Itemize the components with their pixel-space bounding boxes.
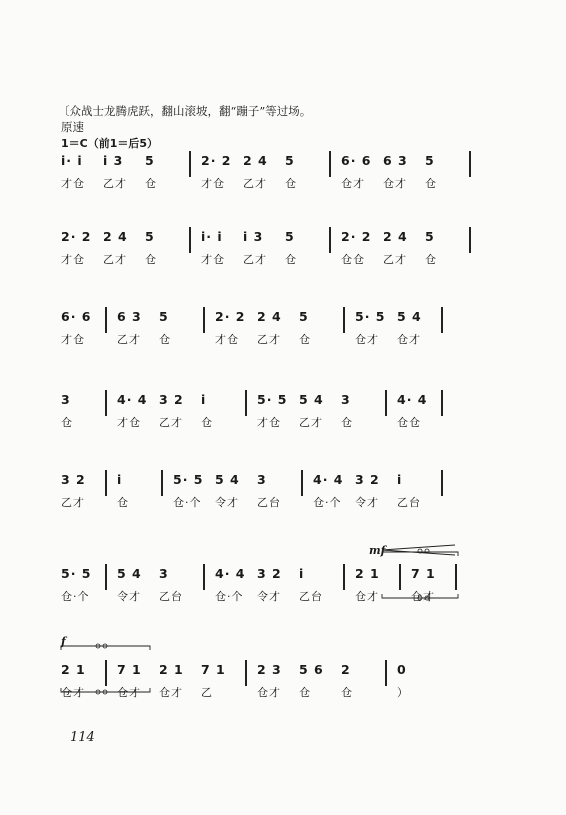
percussion-syllables: 仓才 bbox=[341, 177, 365, 190]
note-numbers: 5· 5 bbox=[257, 392, 288, 407]
note-numbers: 2 4 bbox=[257, 309, 282, 324]
barline bbox=[161, 470, 163, 496]
percussion-syllables: 仓才 bbox=[257, 686, 281, 699]
score-row bbox=[0, 229, 566, 275]
barline bbox=[245, 390, 247, 416]
note-numbers: 2 4 bbox=[103, 229, 128, 244]
percussion-syllables: 令才 bbox=[117, 590, 141, 603]
percussion-syllables: 仓 bbox=[299, 686, 311, 699]
percussion-syllables: 乙才 bbox=[383, 253, 407, 266]
percussion-syllables: 乙才 bbox=[61, 496, 85, 509]
percussion-syllables: 乙才 bbox=[243, 177, 267, 190]
percussion-syllables: 仓仓 bbox=[397, 416, 421, 429]
tempo-marking: 原速 bbox=[61, 120, 84, 134]
barline bbox=[245, 660, 247, 686]
percussion-syllables: 仓 bbox=[145, 177, 157, 190]
percussion-syllables: 仓 bbox=[425, 253, 437, 266]
note-numbers: 3 bbox=[61, 392, 71, 407]
note-numbers: 5 bbox=[425, 229, 435, 244]
barline bbox=[469, 227, 471, 253]
percussion-syllables: 乙才 bbox=[243, 253, 267, 266]
percussion-syllables: 仓 bbox=[159, 333, 171, 346]
percussion-syllables: 仓 bbox=[425, 177, 437, 190]
note-numbers: 2· 2 bbox=[215, 309, 246, 324]
barline bbox=[385, 660, 387, 686]
note-numbers: 5 6 bbox=[299, 662, 324, 677]
percussion-syllables: 仓 bbox=[61, 416, 73, 429]
note-numbers: i· i bbox=[201, 229, 223, 244]
percussion-syllables: 才仓 bbox=[61, 333, 85, 346]
percussion-syllables: 仓 bbox=[285, 177, 297, 190]
percussion-syllables: 仓 bbox=[341, 686, 353, 699]
barline bbox=[105, 390, 107, 416]
barline bbox=[105, 307, 107, 333]
percussion-syllables: 仓 bbox=[117, 496, 129, 509]
percussion-syllables: 仓才 bbox=[117, 686, 141, 699]
percussion-syllables: 乙才 bbox=[103, 253, 127, 266]
note-numbers: 3 2 bbox=[355, 472, 380, 487]
percussion-syllables: 仓 bbox=[299, 333, 311, 346]
score-row bbox=[0, 392, 566, 438]
barline bbox=[343, 307, 345, 333]
note-numbers: 6· 6 bbox=[61, 309, 92, 324]
note-numbers: i bbox=[397, 472, 403, 487]
note-numbers: 2 3 bbox=[257, 662, 282, 677]
note-numbers: 5 bbox=[285, 153, 295, 168]
note-numbers: 4· 4 bbox=[397, 392, 428, 407]
percussion-syllables: 仓 bbox=[341, 416, 353, 429]
note-numbers: 5· 5 bbox=[61, 566, 92, 581]
note-numbers: 5 bbox=[285, 229, 295, 244]
barline bbox=[441, 390, 443, 416]
percussion-syllables: 令才 bbox=[355, 496, 379, 509]
note-numbers: 2 4 bbox=[383, 229, 408, 244]
barline bbox=[105, 660, 107, 686]
percussion-syllables: 仓才 bbox=[397, 333, 421, 346]
percussion-syllables: 仓才 bbox=[383, 177, 407, 190]
note-numbers: 6· 6 bbox=[341, 153, 372, 168]
note-numbers: 5 bbox=[159, 309, 169, 324]
percussion-syllables: 仓·个 bbox=[313, 496, 342, 509]
note-numbers: i bbox=[201, 392, 207, 407]
barline bbox=[203, 307, 205, 333]
stage-direction: 〔众战士龙腾虎跃，翻山滚坡，翻“蹦子”等过场。 bbox=[58, 104, 312, 118]
note-numbers: 2 1 bbox=[61, 662, 86, 677]
percussion-syllables: 仓才 bbox=[355, 590, 379, 603]
note-numbers: 7 1 bbox=[411, 566, 436, 581]
barline bbox=[441, 307, 443, 333]
percussion-syllables: 才仓 bbox=[257, 416, 281, 429]
crescendo-hairpin bbox=[382, 545, 455, 555]
percussion-syllables: 才仓 bbox=[201, 253, 225, 266]
percussion-syllables: 仓才 bbox=[159, 686, 183, 699]
percussion-syllables: ） bbox=[397, 686, 409, 699]
percussion-syllables: 仓 bbox=[145, 253, 157, 266]
note-numbers: 5 4 bbox=[299, 392, 324, 407]
note-numbers: 5 bbox=[425, 153, 435, 168]
percussion-syllables: 仓 bbox=[201, 416, 213, 429]
dynamic-mf: mf bbox=[369, 544, 386, 557]
note-numbers: 6 3 bbox=[383, 153, 408, 168]
percussion-syllables: 仓才 bbox=[355, 333, 379, 346]
note-numbers: i bbox=[117, 472, 123, 487]
note-numbers: 2 bbox=[341, 662, 351, 677]
note-numbers: 5· 5 bbox=[355, 309, 386, 324]
percussion-syllables: 仓才 bbox=[61, 686, 85, 699]
key-signature: 1＝C（前1＝后5） bbox=[61, 137, 159, 150]
barline bbox=[105, 470, 107, 496]
note-numbers: 5 4 bbox=[215, 472, 240, 487]
percussion-syllables: 令才 bbox=[257, 590, 281, 603]
page-number: 114 bbox=[70, 730, 95, 745]
percussion-syllables: 仓·个 bbox=[173, 496, 202, 509]
percussion-syllables: 令才 bbox=[215, 496, 239, 509]
slur-bracket-1 bbox=[382, 552, 458, 556]
note-numbers: 5 4 bbox=[117, 566, 142, 581]
percussion-syllables: 才仓 bbox=[61, 253, 85, 266]
note-numbers: 5 bbox=[145, 229, 155, 244]
note-numbers: 7 1 bbox=[117, 662, 142, 677]
score-row bbox=[0, 662, 566, 708]
percussion-syllables: 乙才 bbox=[117, 333, 141, 346]
barline bbox=[189, 151, 191, 177]
percussion-syllables: 仓仓 bbox=[341, 253, 365, 266]
barline bbox=[399, 564, 401, 590]
note-numbers: 2· 2 bbox=[341, 229, 372, 244]
note-numbers: 4· 4 bbox=[215, 566, 246, 581]
note-numbers: 3 2 bbox=[257, 566, 282, 581]
percussion-syllables: 乙台 bbox=[397, 496, 421, 509]
note-numbers: i bbox=[299, 566, 305, 581]
note-numbers: 2 1 bbox=[355, 566, 380, 581]
percussion-syllables: 仓 bbox=[285, 253, 297, 266]
percussion-syllables: 乙才 bbox=[103, 177, 127, 190]
barline bbox=[343, 564, 345, 590]
note-numbers: 2· 2 bbox=[61, 229, 92, 244]
note-numbers: 2 1 bbox=[159, 662, 184, 677]
note-numbers: i 3 bbox=[243, 229, 264, 244]
percussion-syllables: 才仓 bbox=[201, 177, 225, 190]
note-numbers: 3 2 bbox=[61, 472, 86, 487]
note-numbers: 5 bbox=[145, 153, 155, 168]
barline bbox=[189, 227, 191, 253]
slur-bracket-3 bbox=[61, 646, 150, 650]
percussion-syllables: 乙台 bbox=[159, 590, 183, 603]
note-numbers: 3 bbox=[159, 566, 169, 581]
percussion-syllables: 乙台 bbox=[257, 496, 281, 509]
note-numbers: 2 4 bbox=[243, 153, 268, 168]
note-numbers: 2· 2 bbox=[201, 153, 232, 168]
note-numbers: 3 bbox=[257, 472, 267, 487]
barline bbox=[385, 390, 387, 416]
barline bbox=[105, 564, 107, 590]
note-numbers: 6 3 bbox=[117, 309, 142, 324]
barline bbox=[329, 151, 331, 177]
score-row bbox=[0, 566, 566, 612]
barline bbox=[441, 470, 443, 496]
note-numbers: i 3 bbox=[103, 153, 124, 168]
percussion-syllables: 仓·个 bbox=[215, 590, 244, 603]
barline bbox=[455, 564, 457, 590]
percussion-syllables: 仓·个 bbox=[61, 590, 90, 603]
note-numbers: 5 bbox=[299, 309, 309, 324]
note-numbers: 5 4 bbox=[397, 309, 422, 324]
percussion-syllables: 才仓 bbox=[215, 333, 239, 346]
dynamic-f: f bbox=[61, 635, 66, 648]
barline bbox=[469, 151, 471, 177]
score-row bbox=[0, 309, 566, 355]
note-numbers: 7 1 bbox=[201, 662, 226, 677]
percussion-syllables: 乙 bbox=[201, 686, 213, 699]
note-numbers: 3 bbox=[341, 392, 351, 407]
percussion-syllables: 乙才 bbox=[257, 333, 281, 346]
note-numbers: 4· 4 bbox=[313, 472, 344, 487]
note-numbers: 5· 5 bbox=[173, 472, 204, 487]
note-numbers: 3 2 bbox=[159, 392, 184, 407]
note-numbers: i· i bbox=[61, 153, 83, 168]
barline bbox=[203, 564, 205, 590]
percussion-syllables: 仓才 bbox=[411, 590, 435, 603]
note-numbers: 4· 4 bbox=[117, 392, 148, 407]
barline bbox=[301, 470, 303, 496]
percussion-syllables: 乙才 bbox=[299, 416, 323, 429]
score-row bbox=[0, 472, 566, 518]
percussion-syllables: 乙台 bbox=[299, 590, 323, 603]
percussion-syllables: 乙才 bbox=[159, 416, 183, 429]
note-numbers: 0 bbox=[397, 662, 407, 677]
percussion-syllables: 才仓 bbox=[61, 177, 85, 190]
percussion-syllables: 才仓 bbox=[117, 416, 141, 429]
score-row bbox=[0, 153, 566, 199]
barline bbox=[329, 227, 331, 253]
